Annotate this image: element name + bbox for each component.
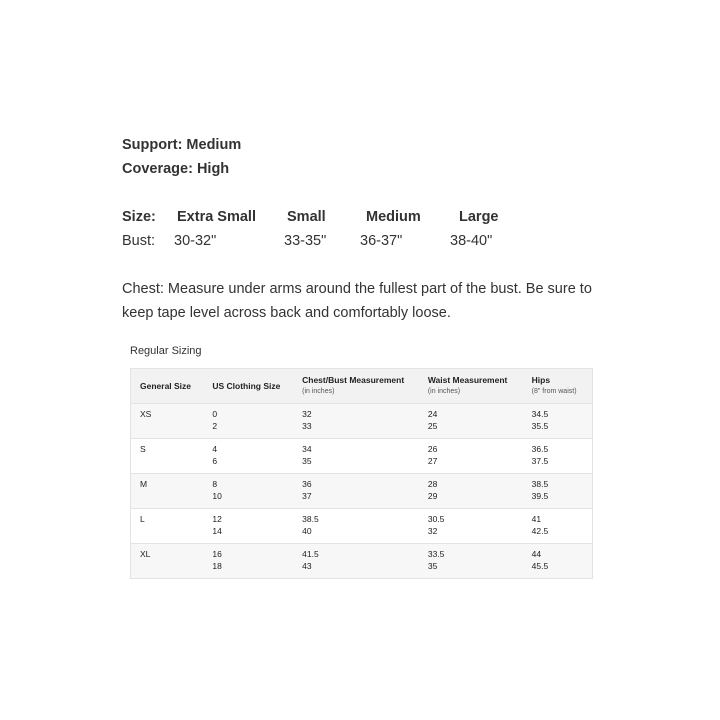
header-chest-bust-unit: (in inches): [302, 388, 335, 395]
size-medium: Medium: [366, 209, 421, 225]
general-size-cell: L: [131, 509, 204, 544]
table-header-row: [131, 369, 593, 404]
size-large: Large: [459, 209, 499, 225]
chest-cell: 36 37: [293, 474, 419, 509]
table-row: [131, 404, 593, 439]
table-row: [131, 509, 593, 544]
hips-cell: 41 42.5: [523, 509, 593, 544]
header-hips: Hips (8" from waist): [523, 369, 593, 404]
table-row: [131, 544, 593, 579]
bust-extra-small: 30-32": [174, 233, 217, 249]
header-us-clothing-size: US Clothing Size: [203, 369, 293, 404]
waist-cell: 24 25: [419, 404, 523, 439]
waist-cell: 30.5 32: [419, 509, 523, 544]
measurement-note: Chest: Measure under arms around the fullest part of the bust. Be sure to keep tape level across back and comfortably loose.: [122, 281, 592, 321]
bust-large: 38-40": [450, 233, 493, 249]
hips-cell: 34.5 35.5: [523, 404, 593, 439]
size-label: Size:: [122, 209, 156, 225]
us-size-cell: 0 2: [203, 404, 293, 439]
size-row: [122, 205, 602, 229]
chest-cell: 34 35: [293, 439, 419, 474]
general-size-cell: XL: [131, 544, 204, 579]
general-size-cell: M: [131, 474, 204, 509]
general-size-cell: S: [131, 439, 204, 474]
size-small: Small: [287, 209, 326, 225]
header-waist: Waist Measurement (in inches): [419, 369, 523, 404]
header-chest-bust: Chest/Bust Measurement (in inches): [293, 369, 419, 404]
us-size-cell: 12 14: [203, 509, 293, 544]
us-size-cell: 8 10: [203, 474, 293, 509]
waist-cell: 26 27: [419, 439, 523, 474]
support-spec: Support: Medium: [122, 137, 242, 153]
regular-sizing-title: Regular Sizing: [130, 345, 202, 357]
product-description: [122, 133, 602, 325]
bust-label: Bust:: [122, 233, 156, 249]
bust-medium: 36-37": [360, 233, 403, 249]
chest-cell: 41.5 43: [293, 544, 419, 579]
hips-cell: 36.5 37.5: [523, 439, 593, 474]
table-row: [131, 474, 593, 509]
header-waist-unit: (in inches): [427, 388, 461, 395]
waist-cell: 33.5 35: [419, 544, 523, 579]
us-size-cell: 16 18: [203, 544, 293, 579]
bust-row: [122, 229, 602, 253]
general-size-cell: XS: [131, 404, 204, 439]
bust-small: 33-35": [284, 233, 327, 249]
waist-cell: 28 29: [419, 474, 523, 509]
hips-cell: 44 45.5: [523, 544, 593, 579]
chest-cell: 32 33: [293, 404, 419, 439]
us-size-cell: 4 6: [203, 439, 293, 474]
coverage-spec: Coverage: High: [122, 161, 230, 177]
chest-cell: 38.5 40: [293, 509, 419, 544]
hips-cell: 38.5 39.5: [523, 474, 593, 509]
header-hips-unit: (8" from waist): [531, 388, 577, 395]
header-general-size: General Size: [131, 369, 204, 404]
size-extra-small: Extra Small: [177, 209, 256, 225]
table-row: [131, 439, 593, 474]
regular-sizing-table: [130, 368, 593, 579]
